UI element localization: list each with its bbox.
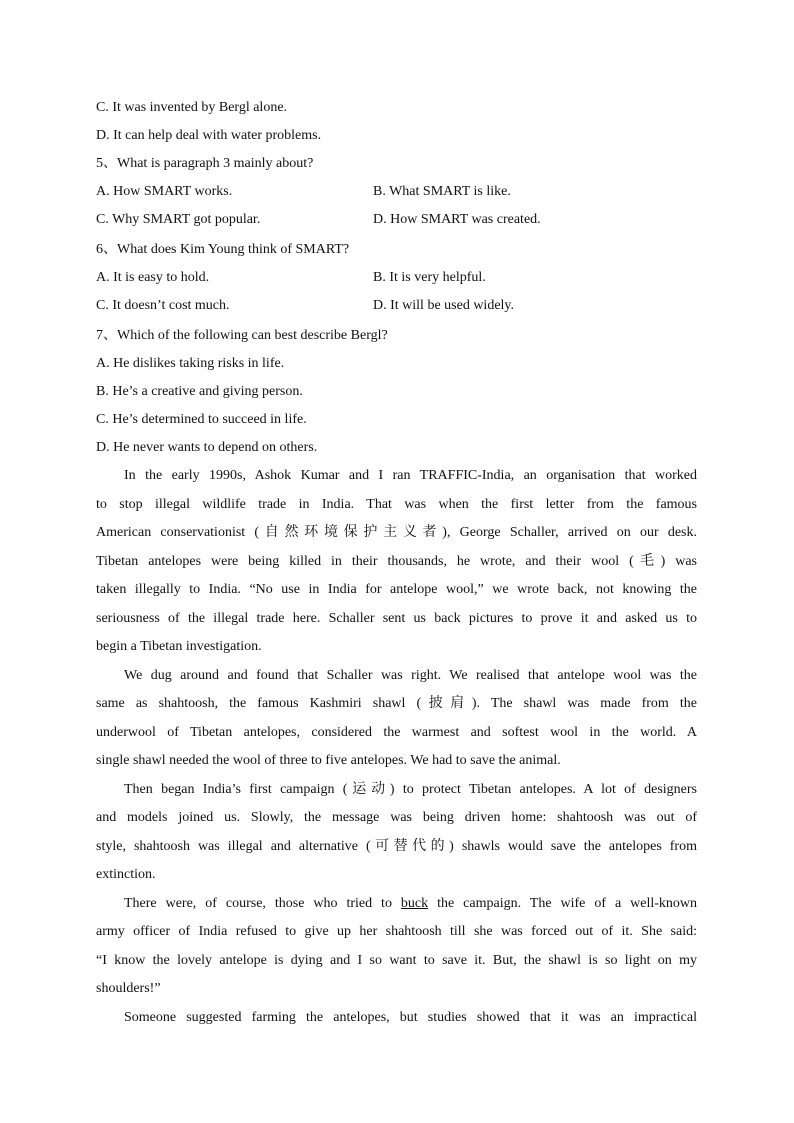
q7-option-b: B. He’s a creative and giving person.: [96, 384, 303, 399]
q5-option-a: A. How SMART works.: [96, 184, 233, 199]
p4-line-1: [96, 890, 697, 919]
p2-line-3: underwool of Tibetan antelopes, considered the warmest and softest wool in the world. A: [96, 724, 697, 740]
q7-stem: 7、Which of the following can best describe Bergl?: [96, 328, 388, 343]
passage-paragraph-3: [96, 776, 697, 890]
p1-line-5: taken illegally to India. “No use in India for antelope wool,” we wrote back, not knowing the: [96, 582, 697, 597]
p2-line-1: We dug around and found that Schaller was right. We realised that antelope wool was the: [124, 667, 697, 683]
p1-line-2: to stop illegal wildlife trade in India. That was when the first letter from the famous: [96, 496, 697, 512]
p4-line-2: army officer of India refused to give up her shahtoosh till she was forced out of it. She said:: [96, 924, 697, 939]
underlined-word-buck: buck: [400, 895, 429, 911]
q7-option-d: D. He never wants to depend on others.: [96, 440, 318, 455]
q6-option-a: A. It is easy to hold.: [96, 270, 210, 285]
q5-option-d: D. How SMART was created.: [373, 212, 541, 227]
q5-options-row-2: [96, 206, 697, 234]
p3-line-1: Then began India’s first campaign (运动) to protect Tibetan antelopes. A lot of designers: [124, 781, 697, 797]
p2-line-4: single shawl needed the wool of three to five antelopes. We had to save the animal.: [96, 753, 561, 768]
q4-option-c: C. It was invented by Bergl alone.: [96, 100, 288, 115]
p2-line-2: same as shahtoosh, the famous Kashmiri shawl (披肩). The shawl was made from the: [96, 696, 697, 711]
q5-options-row-1: [96, 178, 697, 206]
p4-line-1-before: There were, of course, those who tried to: [124, 895, 401, 911]
p1-line-1: In the early 1990s, Ashok Kumar and I ran TRAFFIC-India, an organisation that worked: [124, 468, 697, 483]
q6-option-b: B. It is very helpful.: [373, 270, 486, 285]
p3-line-4: extinction.: [96, 867, 156, 882]
passage-paragraph-5: [96, 1004, 697, 1033]
q7-option-c: C. He’s determined to succeed in life.: [96, 412, 307, 427]
q5-option-b: B. What SMART is like.: [373, 184, 511, 199]
passage-paragraph-4: [96, 890, 697, 1004]
p4-line-4: shoulders!”: [96, 981, 161, 996]
passage-paragraph-2: [96, 662, 697, 776]
q6-options-row-1: [96, 264, 697, 292]
q5-stem: 5、What is paragraph 3 mainly about?: [96, 156, 314, 171]
q6-option-c: C. It doesn’t cost much.: [96, 298, 230, 313]
q7-option-a: A. He dislikes taking risks in life.: [96, 356, 285, 371]
p5-line-1: Someone suggested farming the antelopes, but studies showed that it was an impractical: [124, 1009, 697, 1025]
p4-line-1-after: the campaign. The wife of a well-known: [428, 895, 698, 911]
p3-line-3: style, shahtoosh was illegal and alternative (可替代的) shawls would save the antelopes from: [96, 838, 697, 854]
p1-line-4: Tibetan antelopes were being killed in their thousands, he wrote, and their wool (毛) was: [96, 553, 697, 569]
p1-line-6: seriousness of the illegal trade here. Schaller sent us back pictures to prove it and asked us to: [96, 610, 697, 626]
q6-option-d: D. It will be used widely.: [373, 298, 515, 313]
p1-line-3: American conservationist (自然环境保护主义者), George Schaller, arrived on our desk.: [96, 525, 697, 540]
p1-line-7: begin a Tibetan investigation.: [96, 639, 262, 654]
p3-line-2: and models joined us. Slowly, the message was being driven home: shahtoosh was out of: [96, 810, 697, 825]
passage-paragraph-1: [96, 462, 697, 662]
q6-options-row-2: [96, 292, 697, 320]
q6-stem: 6、What does Kim Young think of SMART?: [96, 242, 350, 257]
document-content: [96, 94, 697, 1032]
q4-option-d: D. It can help deal with water problems.: [96, 128, 322, 143]
q5-option-c: C. Why SMART got popular.: [96, 212, 261, 227]
p4-line-3: “I know the lovely antelope is dying and I so want to save it. But, the shawl is so light on my: [96, 952, 697, 968]
